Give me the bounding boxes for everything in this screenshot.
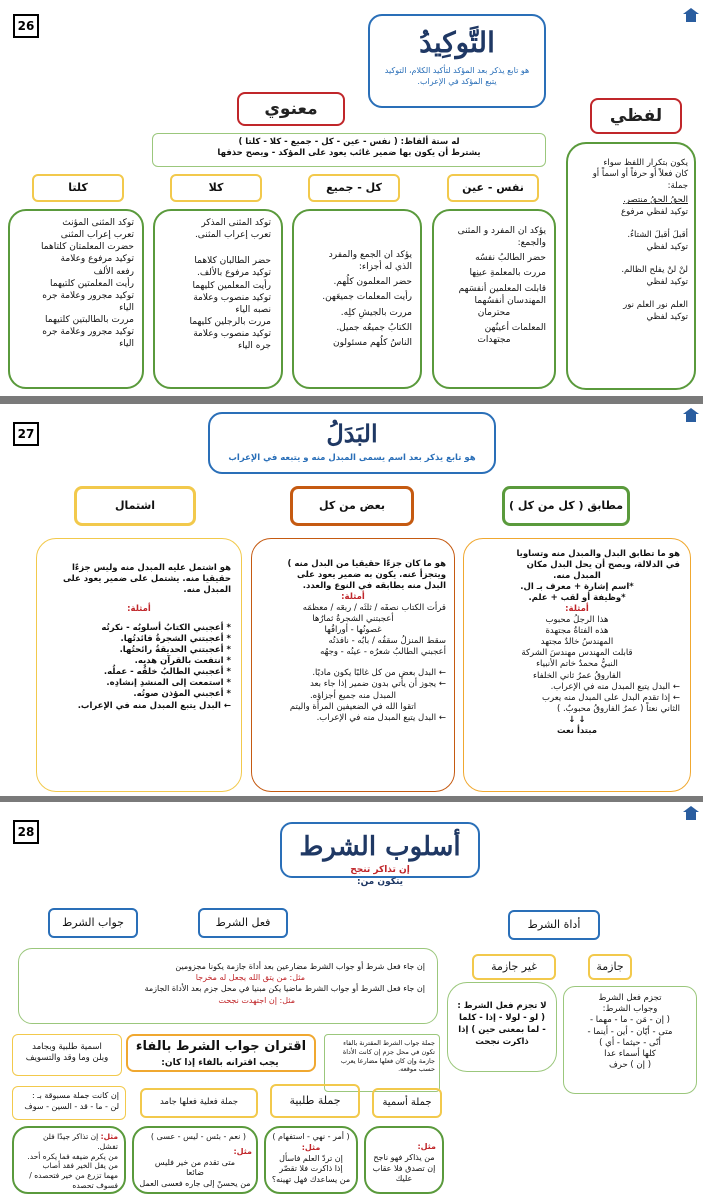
line: مررت بالرجلين كليهما xyxy=(189,316,271,327)
line: أمثلة: xyxy=(341,592,365,603)
line: ← يجوز أن يأتي بدون ضمير إذا جاء بعد xyxy=(310,679,446,690)
line: * انتفعت بالقرآن هديِه. xyxy=(134,656,231,667)
col-nafs xyxy=(432,209,556,389)
line: مثل: إن اجتهدت نجحت xyxy=(218,995,295,1005)
line: المبدل منه. xyxy=(183,585,231,596)
example-label: مثل: xyxy=(301,1142,321,1152)
line: غصونُها - أوراقُها xyxy=(324,625,382,636)
line: ضائعا xyxy=(186,1168,204,1178)
line: الحقُ الحقُ منتصر. xyxy=(623,195,688,206)
line: يؤكد ان الجمع والمفرد xyxy=(328,250,412,260)
line: أعجبتني الشجرةُ ثمارُها xyxy=(312,614,394,625)
head-baad: بعض من كل xyxy=(290,486,414,526)
line: والجمع: xyxy=(517,238,546,249)
line: أعجبني الطالبُ شعرُه - عينُه - وجهُه xyxy=(320,647,446,658)
example-ismiya xyxy=(364,1126,444,1194)
line: توكيد مرفوع وعلامة xyxy=(60,254,134,265)
line: حقيقيا منه. يشتمل على ضمير يعود على xyxy=(62,574,231,585)
example-line: إن تذاكر تنجح xyxy=(350,865,410,875)
line: متى تقدم من خير فليس xyxy=(154,1157,236,1167)
line: تعرب إعراب المثنى. xyxy=(194,230,271,241)
line: رفعه الألف xyxy=(93,266,134,277)
line: لنْ لنْ يفلح الظالم. xyxy=(621,265,688,276)
col-kilta xyxy=(8,209,144,389)
intro-line: يشترط أن يكون بها ضمير غائب يعود على المؤكد - ويصح حذفها xyxy=(217,148,481,159)
line: أمثلة: xyxy=(565,604,589,615)
line: ويتجزأ عنه. يكون به ضمير يعود على xyxy=(297,570,446,581)
page-number: 26 xyxy=(13,14,39,38)
head-nafs: نفس - عين xyxy=(447,174,539,202)
line: نصبه الياء xyxy=(235,304,271,315)
line: حضرت المعلمتان كلتاهما xyxy=(41,242,134,253)
line: من يقل الخير فقد أصاب xyxy=(42,1161,118,1171)
line: مجتهدات xyxy=(477,335,511,346)
line: توكيد مجرور وعلامة جره xyxy=(42,327,134,338)
lafzi-body xyxy=(566,142,696,390)
head-fil: فعل الشرط xyxy=(198,908,288,938)
line: تعرب إعراب المثنى xyxy=(60,230,134,241)
line: * أعجبني الطالبُ خلقُه - عملُه. xyxy=(103,667,231,678)
head-jazima: جازمة xyxy=(588,954,632,980)
page-title: أسلوب الشرط xyxy=(299,832,461,862)
line: الثاني نعتاً ( عمرُ الفاروقُ محبوبٌ. ) xyxy=(556,703,680,714)
line: توكيد مرفوع بالألف. xyxy=(196,268,271,279)
line: أنّى - حيثما - أي ) xyxy=(599,1037,661,1048)
iqtiran-title: اقتران جواب الشرط بالفاء xyxy=(135,1039,307,1054)
line: ↓ ↓ xyxy=(568,714,586,725)
line: ( أمر - نهي - استفهام ) xyxy=(272,1132,350,1141)
line: * أعجبني الكتابُ أسلوبُه - نكرتُه xyxy=(101,623,231,634)
line: توكيد منصوب وعلامة xyxy=(193,292,271,303)
line: رأيت المعلمين كليهما xyxy=(192,280,271,291)
line: أقبلَ أقبلَ الشتاءُ. xyxy=(627,230,688,241)
line: ← البدل يتبع المبدل منه في الإعراب. xyxy=(77,700,231,711)
page-subtitle: هو تابع يذكر بعد المؤكد لتأكيد الكلام، التوكيد يتبع المؤكد في الإعراب. xyxy=(384,65,530,86)
line: مبتدأ نعت xyxy=(557,725,597,736)
line: توكد المثنى المذكر xyxy=(201,218,271,228)
line: * أعجبني المؤذن صوتُه. xyxy=(133,689,231,700)
line: قرأت الكتاب نصفَه / ثلثَه / ربعَه / معظمَه xyxy=(302,603,446,614)
line: * أعجبتني الشجرةُ فائدتُها. xyxy=(120,634,231,645)
line: تجزم فعل الشرط xyxy=(598,993,662,1003)
line: مررت بالطالبتين كلتيهما xyxy=(45,315,134,326)
line: حضر الطالبُ نفسُه xyxy=(475,253,546,264)
head-kila: كلا xyxy=(170,174,262,202)
head-talabiya: جملة طلبية xyxy=(270,1084,360,1118)
home-icon[interactable] xyxy=(683,8,699,22)
example-label: مثل: xyxy=(100,1132,118,1141)
line: فسوف تحصده xyxy=(72,1180,118,1190)
iqtiran-sub: يجب اقترانه بالفاء إذا كان: xyxy=(161,1058,279,1068)
line: تكون في محل جزم إن كانت الأداة xyxy=(342,1047,435,1056)
line: مررت بالجيشِ كلِه. xyxy=(340,307,412,318)
line: توكيد لفظي xyxy=(646,311,688,322)
line: وجواب الشرط: xyxy=(602,1004,658,1015)
head-kull: كل - جميع xyxy=(308,174,400,202)
line: الياء xyxy=(119,339,134,350)
fil-jawab-body xyxy=(18,948,438,1024)
head-ishtimal: اشتمال xyxy=(74,486,196,526)
home-icon[interactable] xyxy=(683,408,699,422)
head-ghayr: غير جازمة xyxy=(472,954,556,980)
line: إن جاء فعل شرط أو جواب الشرط مضارعين بعد أداة جازمة يكونا مجزومين xyxy=(175,962,425,971)
line: هذا الرجلُ محبوب xyxy=(545,615,609,626)
ghayr-body xyxy=(447,982,557,1072)
line: إذا ذاكرت فلا تقصّر xyxy=(279,1164,343,1174)
manawi-intro xyxy=(152,133,546,167)
col-baad xyxy=(251,538,455,792)
line: جملة جواب الشرط المقترنة بالفاء xyxy=(343,1039,435,1047)
line: لن - ما - قد - السين - سوف xyxy=(24,1101,119,1111)
line: إن تصدق فلا عقاب عليك xyxy=(372,1163,436,1184)
line: توكيد منصوب وعلامة xyxy=(193,329,271,340)
head-kilta: كلتا xyxy=(32,174,124,202)
line: *وظيفة أو لقب + علم. xyxy=(528,593,626,604)
line: رأيت المعلمتين كلتيهما xyxy=(50,278,134,289)
page-number: 27 xyxy=(13,422,39,446)
head-adat: أداة الشرط xyxy=(508,910,600,940)
head-jawab: جواب الشرط xyxy=(48,908,138,938)
page-number: 28 xyxy=(13,820,39,844)
line: ذاكرت نجحت xyxy=(475,1036,529,1047)
title-box xyxy=(368,14,546,108)
line: سقط المنزلُ سقفُه / بابُه - نافذتُه xyxy=(328,636,446,647)
manawi-header: معنوي xyxy=(237,92,345,126)
intro-line: يتكون من: xyxy=(356,877,403,887)
line: وبلن وما وقد والتسويف xyxy=(25,1053,109,1064)
title-box xyxy=(208,412,496,474)
page-26 xyxy=(0,0,703,396)
prefixed-box xyxy=(12,1086,126,1120)
line: من يذاكر فهو ناجح xyxy=(373,1152,435,1162)
line: جملة: xyxy=(667,180,688,191)
line: أمثلة: xyxy=(127,604,151,615)
line: مهما تزرع من خير فتحصده / xyxy=(29,1171,118,1180)
col-ishtimal xyxy=(36,538,242,792)
example-prefixed xyxy=(12,1126,126,1194)
line: هو اشتمل عليه المبدل منه وليس جزءًا xyxy=(72,563,231,573)
col-mutabiq xyxy=(463,538,691,792)
intro-line: له ستة ألفاظ: ( نفس - عين - كل - جميع - كلا - كلتا ) xyxy=(238,137,460,147)
head-ismiya: جملة أسمية xyxy=(372,1088,442,1118)
line: هذه الفتاةُ مجتهدة xyxy=(545,626,609,637)
example-talabiya xyxy=(264,1126,358,1194)
line: البدل منه يطابقه في النوع والعدد. xyxy=(302,581,446,592)
line: الفاروقُ عمرُ ثاني الخلفاء xyxy=(533,670,621,681)
line: النبيُّ محمدٌ خاتم الأنبياء xyxy=(536,659,618,670)
line: من يساعدك فهل تهينه؟ xyxy=(271,1175,351,1185)
line: كان فعلاً أو حرفاً أو اسماً أو xyxy=(592,169,688,180)
head-filiya: جملة فعلية فعلها جامد xyxy=(140,1088,258,1118)
line: إن جاء فعل الشرط أو جواب الشرط ماضيا يكن مبنيا في محل جزم بعد الأداة الجازمة xyxy=(144,984,425,994)
line: ← البدل يتبع المبدل منه في الإعراب. xyxy=(550,681,680,692)
line: لا تجزم فعل الشرط : xyxy=(457,1001,547,1011)
page-title: التَّوكِيدُ xyxy=(419,26,495,59)
line: العلم نور العلم نور xyxy=(623,300,688,311)
line: ← البدل بعض من كل غالبًا يكون ماديًا. xyxy=(312,668,446,679)
line: الذي له أجزاء: xyxy=(358,262,412,273)
line: * استمعت إلى المنشدِ إنشادِه. xyxy=(106,678,231,689)
line: حسب موقعه. xyxy=(398,1065,435,1074)
line: المبدل منه. xyxy=(553,571,601,582)
line: المهندسُ خالدٌ مجتهد xyxy=(540,637,614,648)
line: حضر المعلمون كلُهم. xyxy=(333,277,412,288)
line: المبدل منه جميع أجزاؤه. xyxy=(309,690,397,701)
line: - لما بمعنى حين ) إذا xyxy=(458,1024,546,1035)
line: * أعجبتني الحديقةُ رائحتُها. xyxy=(119,645,231,656)
page-title: البَدَلُ xyxy=(326,419,378,448)
ismiya-talab xyxy=(12,1034,122,1076)
line: توكد المثنى المؤنث xyxy=(62,218,134,228)
line: هو ما كان جزءًا حقيقيا من البدل منه ) xyxy=(287,559,446,569)
line: توكيد لفظي مرفوع xyxy=(621,206,688,217)
line: توكيد لفظي xyxy=(646,241,688,252)
line: كلها أسماء عدا xyxy=(604,1049,656,1060)
line: من يكرم ضيفه فما يكره أحد. xyxy=(27,1151,118,1161)
line: المهندسان أنفسُهما xyxy=(474,295,546,306)
line: توكيد لفظي xyxy=(646,276,688,287)
line: إن كانت جملة مسبوقة بـ : xyxy=(32,1091,119,1100)
lafzi-header: لفظي xyxy=(590,98,682,134)
home-icon[interactable] xyxy=(683,806,699,820)
line: الكتابُ جميعُه جميل. xyxy=(336,322,412,333)
line: جره الياء xyxy=(237,341,271,352)
line: محترمان xyxy=(477,307,511,318)
example-label: مثل: xyxy=(233,1146,252,1156)
line: إن تردّ العلم فاسأل xyxy=(279,1153,343,1163)
line: إن تذاكر جيدًا فلن تفشل. xyxy=(42,1132,118,1151)
line: من يحسنْ إلى جاره فعسى العمل xyxy=(139,1179,251,1189)
line: في الدلالة، ويصح أن يحل البدل مكان xyxy=(526,560,680,571)
line: ← إذا تقدم البدل على المبدل منه يعرب xyxy=(542,692,680,703)
line: قابلت المهندس مهندسَ الشركة xyxy=(521,648,633,659)
line: ← البدل يتبع المبدل منه في الإعراب. xyxy=(316,712,446,723)
line: توكيد مجرور وعلامة جره xyxy=(42,290,134,301)
line: متى - أيّان - أين - أينما - xyxy=(587,1026,673,1037)
line: قابلت المعلمين أنفسَهم xyxy=(458,283,546,294)
head-mutabiq: مطابق ( كل من كل ) xyxy=(502,486,630,526)
line: يؤكد ان المفرد و المثنى xyxy=(457,226,546,236)
line: المعلمات أعينُهن xyxy=(484,322,546,333)
line: *اسم إشارة + معرف بـ ال. xyxy=(520,582,634,593)
line: ( إن - مَن - ما - مهما - xyxy=(590,1015,670,1026)
line: يكون بتكرار اللفظ سواء xyxy=(603,158,688,168)
line: رأيت المعلمات جميعَهن. xyxy=(322,292,412,303)
line: هو ما تطابق البدل والمبدل منه وتساويا xyxy=(516,549,680,559)
line: اسمية طلبية وبجامد xyxy=(32,1042,102,1052)
line: حضر الطالبان كلاهما xyxy=(194,256,271,267)
col-kull xyxy=(292,209,422,389)
col-kila xyxy=(153,209,283,389)
page-28 xyxy=(0,802,703,1200)
line: الناسُ كلُهم مسئولون xyxy=(332,337,412,348)
jazima-body xyxy=(563,986,697,1094)
line: مثل: من يتق الله يجعل له مخرجا xyxy=(195,973,305,983)
line: ( إن ) حرف xyxy=(608,1060,652,1071)
line: الياء xyxy=(119,302,134,313)
page-subtitle: هو تابع يذكر بعد اسم يسمى المبدل منه و يتبعه في الإعراب xyxy=(228,453,476,464)
line: اتقوا الله في الضعيفين المرأة واليتم xyxy=(289,701,417,712)
line: ( لو - لولا - إذا - كلما xyxy=(458,1012,546,1023)
example-filiya xyxy=(132,1126,258,1194)
page-27 xyxy=(0,404,703,796)
line: مررت بالمعلمةِ عينِها xyxy=(469,268,546,279)
example-label: مثل: xyxy=(417,1142,436,1151)
line: ( نعم - بئس - ليس - عسى ) xyxy=(150,1132,246,1141)
line: جازمة وإن كان فعلها مضارعا يعرب xyxy=(340,1056,435,1065)
